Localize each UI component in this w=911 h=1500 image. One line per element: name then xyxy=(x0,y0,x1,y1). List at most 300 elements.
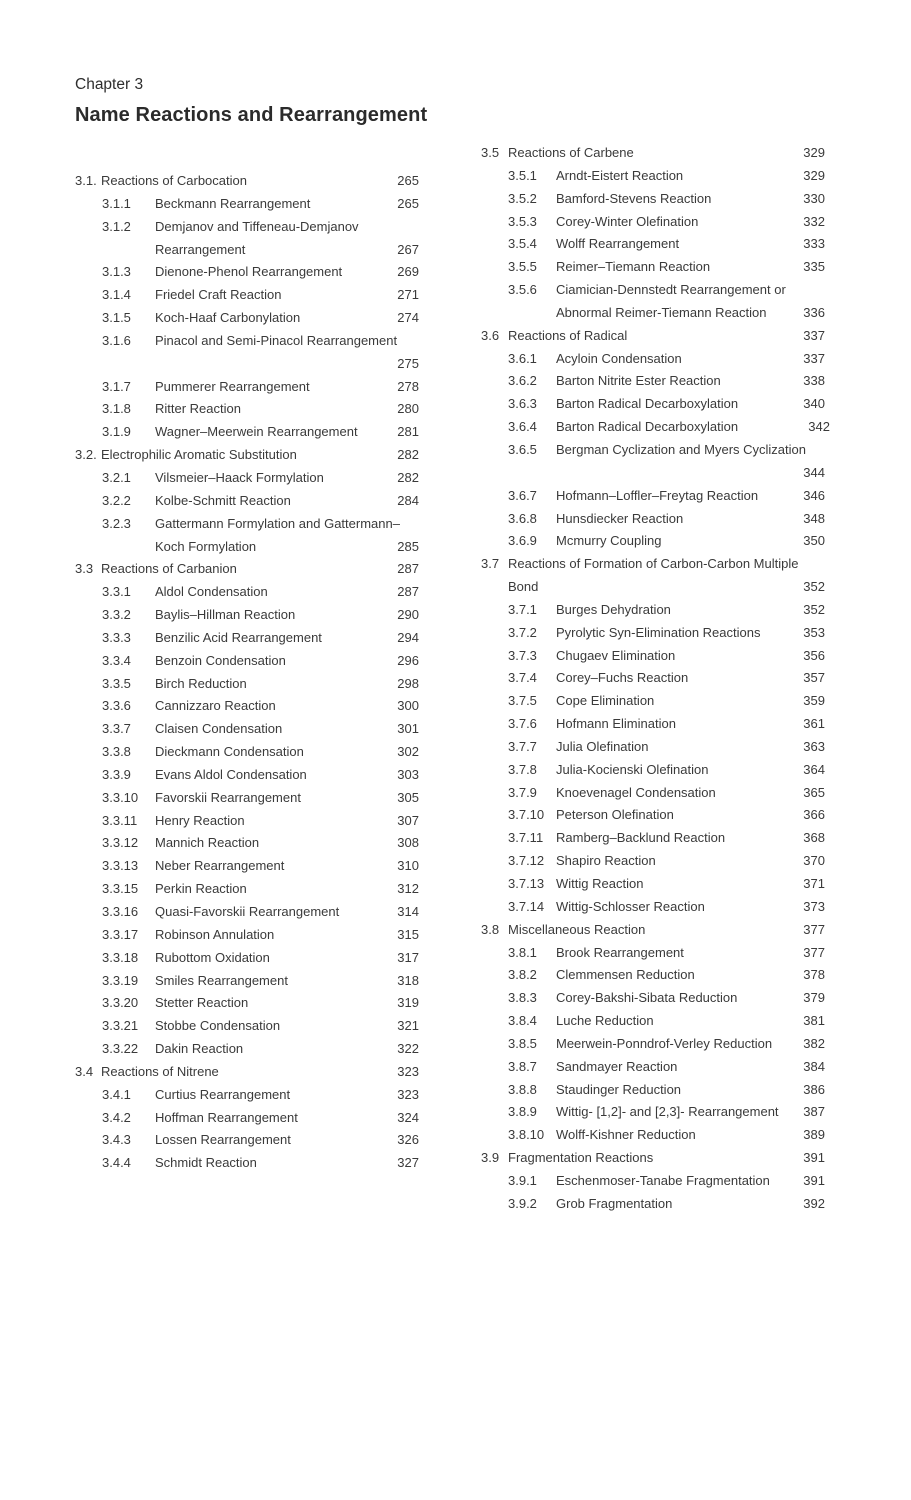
toc-entry-page: 271 xyxy=(397,287,419,303)
toc-subsection-entry xyxy=(481,964,831,987)
toc-subsection-entry xyxy=(75,947,425,970)
toc-entry-title: Bergman Cyclization and Myers Cyclization xyxy=(556,441,806,457)
toc-entry-page: 322 xyxy=(397,1041,419,1057)
toc-entry-title: Julia Olefination xyxy=(556,738,649,754)
toc-entry-title: Birch Reduction xyxy=(155,675,247,691)
toc-entry-title: Ritter Reaction xyxy=(155,401,241,417)
toc-entry-title: Wittig-Schlosser Reaction xyxy=(556,898,705,914)
toc-subsection-entry xyxy=(75,307,425,330)
toc-entry-title: Baylis–Hillman Reaction xyxy=(155,607,296,623)
toc-subsection-entry xyxy=(481,645,831,668)
toc-subsection-entry xyxy=(481,508,831,531)
toc-subsection-entry xyxy=(75,878,425,901)
toc-subsection-entry xyxy=(75,467,425,490)
toc-subsection-entry xyxy=(481,896,831,919)
toc-subsection-entry xyxy=(481,348,831,371)
toc-entry-number: 3.7.12 xyxy=(508,853,545,869)
toc-entry-page: 326 xyxy=(397,1132,419,1148)
toc-entry-title: Wittig- [1,2]- and [2,3]- Rearrangement xyxy=(556,1104,779,1120)
toc-entry-number: 3.5.4 xyxy=(508,236,537,252)
toc-subsection-entry xyxy=(75,970,425,993)
toc-entry-page: 350 xyxy=(803,533,825,549)
toc-entry-number: 3.7 xyxy=(481,556,500,572)
toc-entry-page: 359 xyxy=(803,693,825,709)
toc-entry-number: 3.5.6 xyxy=(508,282,537,298)
toc-subsection-entry xyxy=(75,992,425,1015)
toc-subsection-entry xyxy=(481,1193,831,1216)
toc-entry-page: 274 xyxy=(397,310,419,326)
toc-section-entry xyxy=(75,1061,425,1084)
toc-entry-page: 323 xyxy=(397,1063,419,1079)
toc-subsection-entry xyxy=(481,622,831,645)
toc-entry-page: 338 xyxy=(803,373,825,389)
toc-section-entry xyxy=(75,170,425,193)
toc-continuation-line xyxy=(481,576,831,599)
toc-entry-number: 3.5 xyxy=(481,145,500,160)
toc-entry-number: 3.3.2 xyxy=(102,607,131,623)
toc-section-entry xyxy=(481,1147,831,1170)
toc-entry-page: 290 xyxy=(397,607,419,623)
toc-entry-number: 3.6.2 xyxy=(508,373,537,389)
toc-entry-title: Kolbe-Schmitt Reaction xyxy=(155,492,291,508)
toc-entry-title: Mcmurry Coupling xyxy=(556,533,662,549)
toc-entry-number: 3.1.9 xyxy=(102,424,131,440)
toc-entry-page: 284 xyxy=(397,492,419,508)
toc-entry-number: 3.8.5 xyxy=(508,1035,537,1051)
toc-entry-page: 321 xyxy=(397,1018,419,1034)
toc-entry-page: 392 xyxy=(803,1195,825,1211)
toc-entry-title: Schmidt Reaction xyxy=(155,1155,257,1171)
toc-entry-page: 301 xyxy=(397,721,419,737)
toc-entry-number: 3.7.9 xyxy=(508,784,537,800)
toc-subsection-entry xyxy=(481,850,831,873)
toc-entry-number: 3.3.8 xyxy=(102,744,131,760)
toc-entry-page: 382 xyxy=(803,1035,825,1051)
toc-entry-number: 3.3.19 xyxy=(102,972,139,988)
toc-entry-title: Dienone-Phenol Rearrangement xyxy=(155,264,343,280)
toc-subsection-entry xyxy=(75,604,425,627)
toc-entry-page: 315 xyxy=(397,926,419,942)
toc-entry-title: Electrophilic Aromatic Substitution xyxy=(101,447,297,463)
toc-subsection-entry xyxy=(75,627,425,650)
toc-entry-title: Peterson Olefination xyxy=(556,807,674,823)
toc-entry-page: 357 xyxy=(803,670,825,686)
toc-entry-title: Corey-Winter Olefination xyxy=(556,213,699,229)
toc-entry-number: 3.3.20 xyxy=(102,995,139,1011)
toc-subsection-entry xyxy=(481,667,831,690)
toc-entry-title: Cope Elimination xyxy=(556,693,655,709)
toc-subsection-entry xyxy=(75,376,425,399)
toc-subsection-entry xyxy=(481,713,831,736)
toc-subsection-entry xyxy=(75,1038,425,1061)
toc-entry-number: 3.3.13 xyxy=(102,858,139,874)
toc-entry-number: 3.7.1 xyxy=(508,601,537,617)
toc-entry-page: 278 xyxy=(397,378,419,394)
chapter-title: Name Reactions and Rearrangement xyxy=(75,104,428,126)
toc-subsection-entry xyxy=(481,485,831,508)
toc-entry-title: Hofmann–Loffler–Freytag Reaction xyxy=(556,487,759,503)
toc-entry-number: 3.8.8 xyxy=(508,1081,537,1097)
toc-subsection-entry xyxy=(481,1079,831,1102)
toc-entry-page: 340 xyxy=(803,396,825,412)
toc-entry-title: Koch Formylation xyxy=(155,538,257,554)
toc-entry-title: Friedel Craft Reaction xyxy=(155,287,282,303)
toc-entry-page: 361 xyxy=(803,716,825,732)
toc-entry-title: Fragmentation Reactions xyxy=(508,1150,654,1166)
toc-entry-title: Demjanov and Tiffeneau-Demjanov xyxy=(155,218,359,234)
toc-entry-number: 3.6.1 xyxy=(508,350,537,366)
toc-subsection-entry xyxy=(75,513,425,536)
toc-subsection-entry xyxy=(75,924,425,947)
toc-entry-number: 3.3.12 xyxy=(102,835,139,851)
toc-subsection-entry xyxy=(75,1107,425,1130)
toc-entry-number: 3.3.4 xyxy=(102,652,131,668)
toc-entry-number: 3.3.9 xyxy=(102,766,131,782)
toc-subsection-entry xyxy=(75,787,425,810)
toc-entry-page: 265 xyxy=(397,173,419,188)
toc-continuation-line xyxy=(75,353,425,376)
toc-subsection-entry xyxy=(75,764,425,787)
toc-entry-number: 3.6.9 xyxy=(508,533,537,549)
toc-entry-title: Dakin Reaction xyxy=(155,1041,244,1057)
toc-entry-title: Arndt-Eistert Reaction xyxy=(556,167,684,183)
toc-entry-page: 348 xyxy=(803,510,825,526)
toc-entry-title: Corey–Fuchs Reaction xyxy=(556,670,689,686)
toc-entry-page: 269 xyxy=(397,264,419,280)
toc-entry-title: Wolff-Kishner Reduction xyxy=(556,1127,696,1143)
toc-entry-number: 3.8.4 xyxy=(508,1013,537,1029)
toc-entry-number: 3.5.2 xyxy=(508,190,537,206)
toc-entry-page: 337 xyxy=(803,350,825,366)
toc-continuation-line xyxy=(75,536,425,559)
toc-entry-page: 365 xyxy=(803,784,825,800)
toc-entry-title: Lossen Rearrangement xyxy=(155,1132,291,1148)
toc-entry-page: 282 xyxy=(397,447,419,463)
toc-entry-title: Reactions of Carbene xyxy=(508,145,634,160)
toc-entry-page: 267 xyxy=(397,241,419,257)
toc-entry-number: 3.4 xyxy=(75,1063,94,1079)
toc-entry-number: 3.3.16 xyxy=(102,904,139,919)
toc-entry-page: 353 xyxy=(803,624,825,640)
toc-entry-page: 302 xyxy=(397,744,419,760)
toc-entry-title: Staudinger Reduction xyxy=(556,1081,682,1097)
toc-entry-page: 370 xyxy=(803,853,825,869)
toc-entry-title: Reactions of Carbocation xyxy=(101,173,247,188)
toc-entry-page: 373 xyxy=(803,898,825,914)
toc-entry-page: 323 xyxy=(397,1086,419,1102)
toc-entry-title: Stobbe Condensation xyxy=(155,1018,281,1034)
toc-subsection-entry xyxy=(481,211,831,234)
toc-entry-title: Stetter Reaction xyxy=(155,995,249,1011)
toc-entry-number: 3.2.3 xyxy=(102,515,131,531)
toc-entry-number: 3.6.4 xyxy=(508,419,537,435)
toc-entry-number: 3.8.3 xyxy=(508,990,537,1006)
toc-entry-page: 310 xyxy=(397,858,419,874)
toc-entry-page: 332 xyxy=(803,213,825,229)
toc-subsection-entry xyxy=(481,416,831,439)
toc-entry-page: 319 xyxy=(397,995,419,1011)
toc-left-column xyxy=(75,170,425,1175)
toc-entry-number: 3.3.21 xyxy=(102,1018,139,1034)
toc-subsection-entry xyxy=(481,188,831,211)
toc-entry-title: Henry Reaction xyxy=(155,812,245,828)
toc-subsection-entry xyxy=(75,1129,425,1152)
toc-entry-title: Hunsdiecker Reaction xyxy=(556,510,684,526)
toc-entry-title: Perkin Reaction xyxy=(155,881,247,897)
toc-subsection-entry xyxy=(481,256,831,279)
toc-entry-number: 3.5.3 xyxy=(508,213,537,229)
toc-section-entry xyxy=(481,325,831,348)
toc-entry-title: Luche Reduction xyxy=(556,1013,654,1029)
toc-entry-title: Sandmayer Reaction xyxy=(556,1058,678,1074)
toc-subsection-entry xyxy=(481,1010,831,1033)
toc-subsection-entry xyxy=(481,393,831,416)
toc-entry-title: Curtius Rearrangement xyxy=(155,1086,291,1102)
toc-entry-title: Bamford-Stevens Reaction xyxy=(556,190,712,206)
toc-entry-number: 3.6 xyxy=(481,327,500,343)
toc-entry-title: Reactions of Nitrene xyxy=(101,1063,219,1079)
toc-entry-title: Reactions of Radical xyxy=(508,327,628,343)
toc-entry-page: 318 xyxy=(397,972,419,988)
toc-entry-title: Barton Radical Decarboxylation xyxy=(556,419,739,435)
toc-entry-page: 378 xyxy=(803,967,825,983)
toc-entry-title: Meerwein-Ponndrof-Verley Reduction xyxy=(556,1035,773,1051)
chapter-label: Chapter 3 xyxy=(75,76,144,93)
toc-entry-title: Cannizzaro Reaction xyxy=(155,698,276,714)
toc-subsection-entry xyxy=(75,832,425,855)
toc-entry-page: 294 xyxy=(397,629,419,645)
toc-subsection-entry xyxy=(481,1170,831,1193)
toc-entry-number: 3.4.4 xyxy=(102,1155,131,1171)
toc-entry-page: 303 xyxy=(397,766,419,782)
toc-subsection-entry xyxy=(75,673,425,696)
toc-subsection-entry xyxy=(481,942,831,965)
toc-subsection-entry xyxy=(75,490,425,513)
toc-entry-page: 296 xyxy=(397,652,419,668)
toc-entry-number: 3.6.3 xyxy=(508,396,537,412)
toc-entry-number: 3.9.1 xyxy=(508,1172,537,1188)
toc-entry-number: 3.8.7 xyxy=(508,1058,537,1074)
toc-subsection-entry xyxy=(75,650,425,673)
toc-entry-number: 3.2.2 xyxy=(102,492,131,508)
toc-entry-page: 285 xyxy=(397,538,419,554)
toc-entry-number: 3.3.22 xyxy=(102,1041,139,1057)
toc-entry-title: Abnormal Reimer-Tiemann Reaction xyxy=(556,304,767,320)
toc-entry-title: Barton Nitrite Ester Reaction xyxy=(556,373,721,389)
toc-entry-title: Barton Radical Decarboxylation xyxy=(556,396,739,412)
toc-entry-title: Ciamician-Dennstedt Rearrangement or xyxy=(556,282,786,298)
toc-entry-title: Robinson Annulation xyxy=(155,926,275,942)
toc-entry-number: 3.8.1 xyxy=(508,944,537,960)
toc-subsection-entry xyxy=(481,370,831,393)
toc-entry-number: 3.1. xyxy=(75,173,97,188)
toc-continuation-line xyxy=(75,239,425,262)
toc-entry-page: 287 xyxy=(397,584,419,600)
toc-entry-number: 3.1.4 xyxy=(102,287,131,303)
toc-entry-page: 352 xyxy=(803,579,825,595)
toc-subsection-entry xyxy=(75,810,425,833)
toc-entry-number: 3.7.6 xyxy=(508,716,537,732)
toc-entry-number: 3.7.2 xyxy=(508,624,537,640)
toc-entry-number: 3.3.5 xyxy=(102,675,131,691)
toc-entry-title: Knoevenagel Condensation xyxy=(556,784,716,800)
toc-entry-number: 3.6.7 xyxy=(508,487,537,503)
toc-section-entry xyxy=(75,444,425,467)
toc-entry-title: Quasi-Favorskii Rearrangement xyxy=(155,904,340,919)
toc-entry-number: 3.3.6 xyxy=(102,698,131,714)
toc-entry-number: 3.8 xyxy=(481,921,500,937)
toc-entry-title: Eschenmoser-Tanabe Fragmentation xyxy=(556,1172,770,1188)
toc-entry-page: 384 xyxy=(803,1058,825,1074)
toc-section-entry xyxy=(481,919,831,942)
toc-entry-number: 3.1.7 xyxy=(102,378,131,394)
toc-entry-number: 3.9 xyxy=(481,1150,500,1166)
toc-entry-title: Dieckmann Condensation xyxy=(155,744,304,760)
toc-subsection-entry xyxy=(75,901,425,924)
toc-entry-number: 3.3.18 xyxy=(102,949,139,965)
toc-subsection-entry xyxy=(481,439,831,462)
toc-section-entry xyxy=(481,142,831,165)
toc-entry-title: Benzilic Acid Rearrangement xyxy=(155,629,322,645)
toc-entry-page: 352 xyxy=(803,601,825,617)
toc-entry-title: Hoffman Rearrangement xyxy=(155,1109,298,1125)
toc-entry-page: 379 xyxy=(803,990,825,1006)
toc-entry-page: 330 xyxy=(803,190,825,206)
toc-entry-number: 3.3.10 xyxy=(102,789,139,805)
toc-subsection-entry xyxy=(481,759,831,782)
toc-entry-page: 387 xyxy=(803,1104,825,1120)
toc-subsection-entry xyxy=(75,1152,425,1175)
toc-entry-title: Pinacol and Semi-Pinacol Rearrangement xyxy=(155,332,398,348)
toc-entry-page: 305 xyxy=(397,789,419,805)
toc-entry-page: 337 xyxy=(803,327,825,343)
toc-subsection-entry xyxy=(481,987,831,1010)
toc-subsection-entry xyxy=(75,1015,425,1038)
toc-entry-page: 275 xyxy=(397,355,419,371)
toc-entry-number: 3.2.1 xyxy=(102,469,131,485)
toc-entry-number: 3.2. xyxy=(75,447,97,463)
toc-entry-number: 3.8.9 xyxy=(508,1104,537,1120)
toc-entry-page: 298 xyxy=(397,675,419,691)
toc-entry-page: 281 xyxy=(397,424,419,440)
toc-entry-number: 3.5.1 xyxy=(508,167,537,183)
toc-subsection-entry xyxy=(481,1033,831,1056)
toc-entry-number: 3.4.2 xyxy=(102,1109,131,1125)
toc-entry-page: 377 xyxy=(803,921,825,937)
toc-continuation-line xyxy=(481,462,831,485)
toc-entry-page: 335 xyxy=(803,259,825,275)
toc-subsection-entry xyxy=(481,1101,831,1124)
toc-entry-title: Pyrolytic Syn-Elimination Reactions xyxy=(556,624,761,640)
toc-entry-number: 3.1.2 xyxy=(102,218,131,234)
toc-entry-page: 344 xyxy=(803,464,825,480)
toc-entry-page: 265 xyxy=(397,195,419,211)
toc-entry-title: Brook Rearrangement xyxy=(556,944,684,960)
toc-subsection-entry xyxy=(75,741,425,764)
toc-entry-title: Grob Fragmentation xyxy=(556,1195,673,1211)
toc-entry-title: Evans Aldol Condensation xyxy=(155,766,307,782)
toc-entry-title: Neber Rearrangement xyxy=(155,858,285,874)
toc-entry-page: 333 xyxy=(803,236,825,252)
toc-entry-number: 3.7.4 xyxy=(508,670,537,686)
toc-entry-number: 3.1.3 xyxy=(102,264,131,280)
toc-entry-page: 371 xyxy=(803,876,825,891)
toc-entry-page: 307 xyxy=(397,812,419,828)
toc-entry-number: 3.1.5 xyxy=(102,310,131,326)
toc-entry-title: Acyloin Condensation xyxy=(556,350,682,366)
toc-entry-number: 3.3.1 xyxy=(102,584,131,600)
toc-entry-number: 3.7.14 xyxy=(508,898,545,914)
toc-entry-number: 3.3 xyxy=(75,561,94,577)
toc-section-entry xyxy=(481,553,831,576)
toc-entry-title: Rearrangement xyxy=(155,241,246,257)
toc-entry-title: Julia-Kocienski Olefination xyxy=(556,761,709,777)
toc-subsection-entry xyxy=(481,827,831,850)
toc-entry-title: Burges Dehydration xyxy=(556,601,671,617)
toc-subsection-entry xyxy=(481,690,831,713)
toc-entry-page: 391 xyxy=(803,1150,825,1166)
toc-entry-number: 3.3.3 xyxy=(102,629,131,645)
toc-entry-number: 3.7.8 xyxy=(508,761,537,777)
toc-entry-page: 377 xyxy=(803,944,825,960)
toc-entry-page: 366 xyxy=(803,807,825,823)
toc-subsection-entry xyxy=(75,193,425,216)
toc-subsection-entry xyxy=(75,261,425,284)
toc-entry-page: 336 xyxy=(803,304,825,320)
toc-entry-page: 308 xyxy=(397,835,419,851)
toc-entry-page: 356 xyxy=(803,647,825,663)
toc-entry-title: Wolff Rearrangement xyxy=(556,236,680,252)
toc-subsection-entry xyxy=(75,1084,425,1107)
toc-entry-title: Wagner–Meerwein Rearrangement xyxy=(155,424,358,440)
toc-entry-number: 3.3.17 xyxy=(102,926,139,942)
toc-entry-title: Ramberg–Backlund Reaction xyxy=(556,830,726,846)
toc-entry-page: 342 xyxy=(808,419,830,435)
toc-entry-title: Benzoin Condensation xyxy=(155,652,286,668)
toc-subsection-entry xyxy=(481,279,831,302)
toc-continuation-line xyxy=(481,302,831,325)
toc-entry-number: 3.6.5 xyxy=(508,441,537,457)
toc-subsection-entry xyxy=(481,530,831,553)
toc-entry-number: 3.7.13 xyxy=(508,876,545,891)
toc-entry-page: 381 xyxy=(803,1013,825,1029)
toc-entry-title: Beckmann Rearrangement xyxy=(155,195,311,211)
toc-subsection-entry xyxy=(481,233,831,256)
toc-entry-title: Aldol Condensation xyxy=(155,584,268,600)
toc-subsection-entry xyxy=(75,695,425,718)
toc-entry-page: 363 xyxy=(803,738,825,754)
toc-entry-title: Clemmensen Reduction xyxy=(556,967,695,983)
toc-entry-title: Favorskii Rearrangement xyxy=(155,789,301,805)
toc-entry-title: Rubottom Oxidation xyxy=(155,949,270,965)
toc-subsection-entry xyxy=(481,165,831,188)
toc-subsection-entry xyxy=(75,330,425,353)
toc-entry-page: 312 xyxy=(397,881,419,897)
toc-entry-page: 368 xyxy=(803,830,825,846)
toc-entry-number: 3.8.10 xyxy=(508,1127,545,1143)
toc-entry-number: 3.7.10 xyxy=(508,807,545,823)
toc-entry-page: 346 xyxy=(803,487,825,503)
toc-entry-title: Gattermann Formylation and Gattermann– xyxy=(155,515,400,531)
toc-subsection-entry xyxy=(75,581,425,604)
toc-entry-title: Pummerer Rearrangement xyxy=(155,378,310,394)
toc-subsection-entry xyxy=(75,398,425,421)
toc-entry-number: 3.3.15 xyxy=(102,881,139,897)
toc-entry-page: 386 xyxy=(803,1081,825,1097)
toc-entry-title: Smiles Rearrangement xyxy=(155,972,288,988)
toc-entry-number: 3.9.2 xyxy=(508,1195,537,1211)
toc-entry-page: 389 xyxy=(803,1127,825,1143)
